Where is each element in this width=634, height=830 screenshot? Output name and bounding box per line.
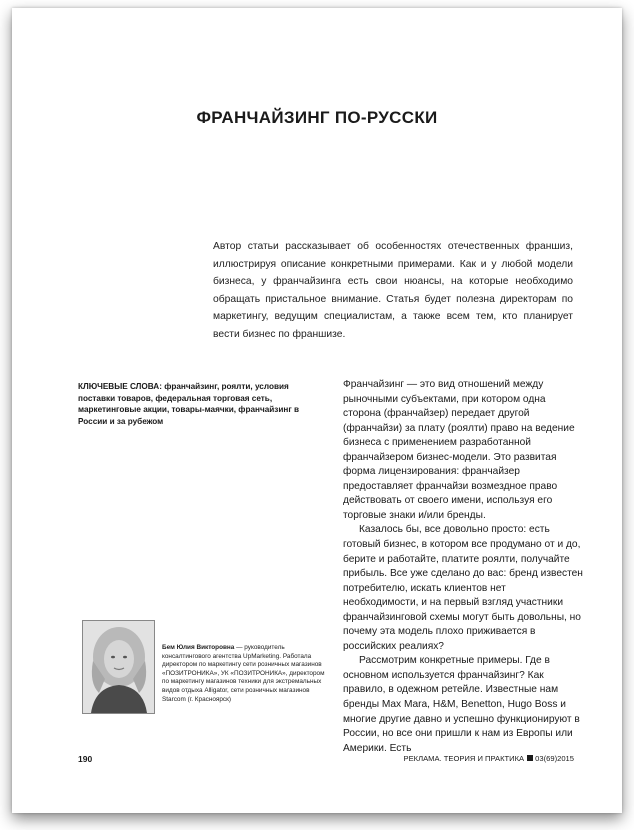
page-number: 190 [78,754,93,764]
lead-paragraph: Автор статьи рассказывает об особенностях отечественных франшиз, иллюстрируя описание конкретными примерами. Как и у любой модели бизнеса, у франчайзинга есть свои нюансы, на которые необходимо обращать пристальное внимание. Статья будет полезна директорам по маркетингу, ведущим специалистам, а также всем тем, кто планирует вести бизнес по франшизе. [213,241,573,340]
keywords-label: КЛЮЧЕВЫЕ СЛОВА: [78,382,162,391]
footer-journal [404,754,574,763]
journal-issue: 03(69)2015 [535,754,574,763]
keywords-text: франчайзинг, роялти, условия поставки товаров, федеральная торговая сеть, маркетинговые акции, товары-маячки, франчайзинг в России и за рубежом [78,382,300,426]
author-photo [82,620,155,714]
article-lead [213,238,573,344]
author-bio [162,644,332,704]
author-description: — руководитель консалтингового агентства UpMarketing. Работала директором по маркетингу сети розничных магазинов «ПОЗИТРОНИКА», УК «ПОЗИТРОНИКА», директором по маркетингу магазинов техники для экстремальных видов отдыха Alligator, сети розничных магазинов Starcom (г. Красноярск) [162,644,325,703]
keywords-block [78,381,328,427]
journal-name: РЕКЛАМА. ТЕОРИЯ И ПРАКТИКА [403,754,525,763]
body-paragraph-2: Казалось бы, все довольно просто: есть готовый бизнес, в котором все продумано от и до, берите и работайте, платите роялти, получайте прибыль. Все уже сделано до вас: бренд известен потребителю, искать клиентов нет необходимости, и на первый взгляд участники франчайзинговой схемы могут быть довольны, но почему эта модель плохо приживается в российских реалиях? [343,524,583,652]
page-sheet [12,8,622,813]
author-portrait-icon [83,621,154,713]
body-paragraph-3: Рассмотрим конкретные примеры. Где в основном используется франчайзинг? Как правило, в одежном ретейле. Известные нам бренды Max Mara, H&M, Benetton, Hugo Boss и многие другие давно и успешно функционируют в России, но все они пришли к нам из Европы или Америки. Есть [343,655,580,754]
article-title: ФРАНЧАЙЗИНГ ПО-РУССКИ [196,108,438,127]
article-body [343,378,584,756]
author-name: Бем Юлия Викторовна [162,644,235,651]
body-paragraph-1: Франчайзинг — это вид отношений между рыночными субъектами, при котором одна сторона (франчайзер) передает другой (франчайзи) за плату (роялти) право на ведение бизнеса с применением разработанной франчайзером бизнес-модели. Это развитая форма лицензирования: франчайзер предоставляет франчайзи возмездное право действовать от своего имени, используя его торговые знаки и/или бренды. [343,379,575,521]
square-bullet-icon [527,755,533,761]
